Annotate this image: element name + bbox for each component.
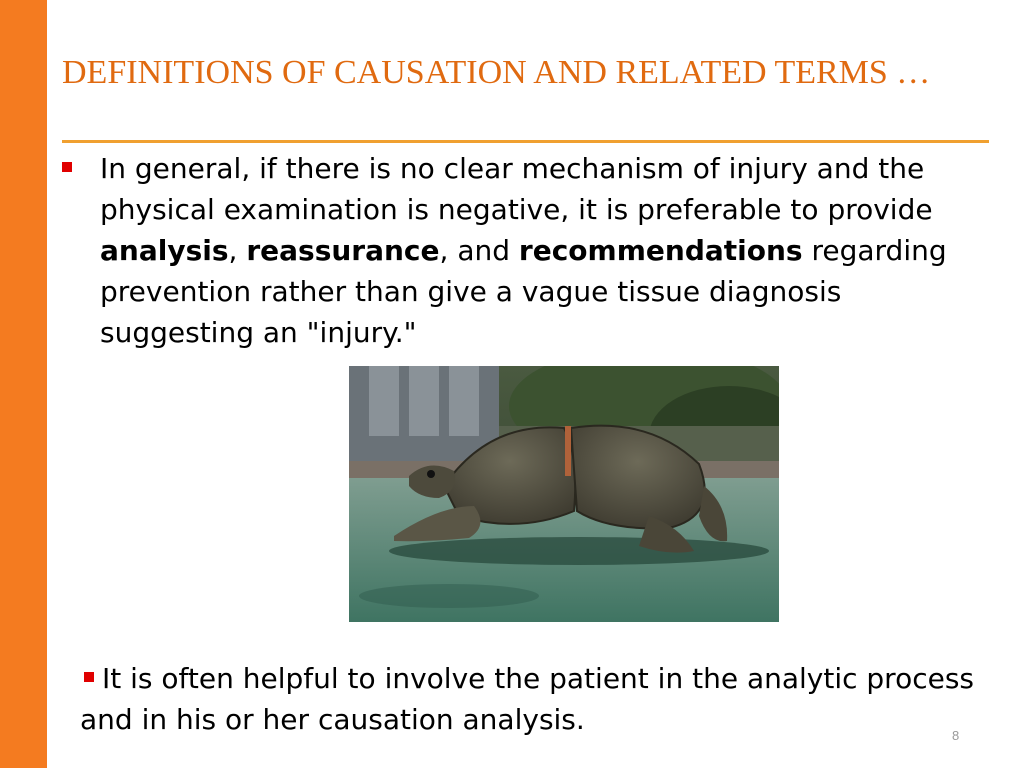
- slide-title: DEFINITIONS OF CAUSATION AND RELATED TERMS …: [62, 54, 931, 91]
- bullet-square-icon: [62, 162, 72, 172]
- turtle-photo: [349, 366, 779, 622]
- bold-recommendations: recommendations: [518, 234, 803, 267]
- separator-2: , and: [439, 234, 519, 267]
- bullet-text: [100, 148, 982, 353]
- bold-analysis: analysis: [100, 234, 229, 267]
- bullet-item-secondary: [80, 658, 1000, 740]
- accent-bar: [0, 0, 47, 768]
- bullet-text-part1: In general, if there is no clear mechanism of injury and the physical examination is negative, it is preferable to provide: [100, 152, 933, 226]
- title-divider: [62, 140, 989, 143]
- separator-1: ,: [228, 234, 247, 267]
- bold-reassurance: reassurance: [246, 234, 440, 267]
- bullet-item-main: [62, 148, 982, 353]
- page-number: 8: [952, 728, 960, 743]
- bullet-text-part2: regarding prevention rather than give a vague tissue diagnosis suggesting an "injury.": [100, 234, 947, 349]
- bullet-text-secondary: It is often helpful to involve the patient in the analytic process and in his or her causation analysis.: [80, 662, 975, 736]
- bullet-square-icon: [84, 672, 94, 682]
